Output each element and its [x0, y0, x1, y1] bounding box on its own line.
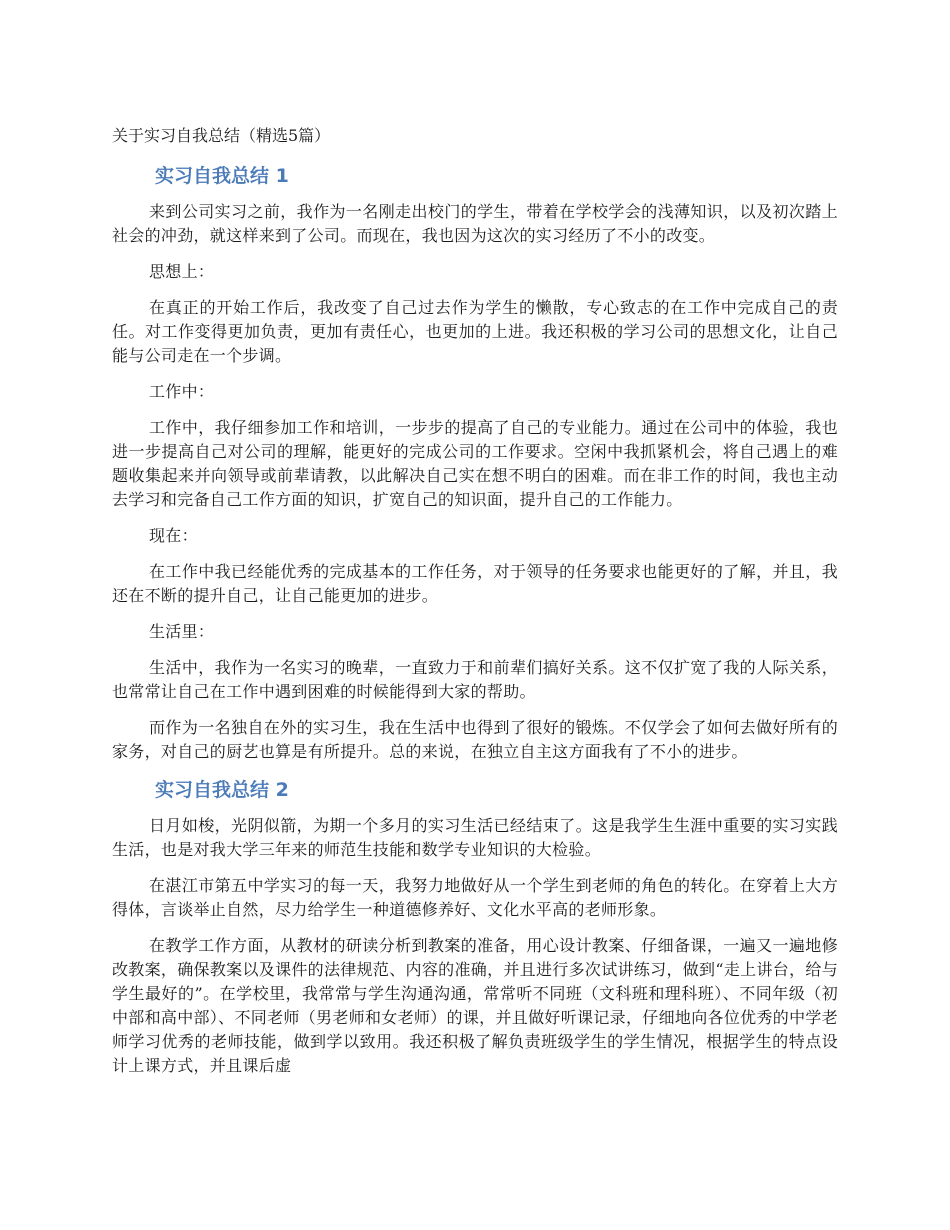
subheading: 现在：	[149, 526, 198, 545]
paragraph: 在教学工作方面，从教材的研读分析到教案的准备，用心设计教案、仔细备课，一遍又一遍地修改教案，确保教案以及课件的法律规范、内容的准确，并且进行多次试讲练习，做到“走上讲台，给与学生最好的”。在学校里，我常常与学生沟通沟通，常常听不同班（文科班和理科班）、不同年级（初中部和高中部）、不同老师（男老师和女老师）的课，并且做好听课记录，仔细地向各位优秀的中学老师学习优秀的老师技能，做到学以致用。我还积极了解负责班级学生的学生情况，根据学生的特点设计上课方式，并且课后虚	[112, 936, 838, 1075]
paragraph: 生活中，我作为一名实习的晚辈，一直致力于和前辈们搞好关系。这不仅扩宽了我的人际关系，也常常让自己在工作中遇到困难的时候能得到大家的帮助。	[112, 658, 838, 701]
paragraph: 在真正的开始工作后，我改变了自己过去作为学生的懒散，专心致志的在工作中完成自己的责任。对工作变得更加负责，更加有责任心，也更加的上进。我还积极的学习公司的思想文化，让自己能与公司走在一个步调。	[112, 298, 838, 365]
paragraph: 在工作中我已经能优秀的完成基本的工作任务，对于领导的任务要求也能更好的了解，并且，我还在不断的提升自己，让自己能更加的进步。	[112, 562, 838, 605]
subheading: 生活里：	[149, 622, 215, 641]
section-heading: 实习自我总结 1	[155, 165, 289, 187]
paragraph: 而作为一名独自在外的实习生，我在生活中也得到了很好的锻炼。不仅学会了如何去做好所有的家务，对自己的厨艺也算是有所提升。总的来说，在独立自主这方面我有了不小的进步。	[112, 718, 838, 761]
paragraph: 工作中，我仔细参加工作和培训，一步步的提高了自己的专业能力。通过在公司中的体验，我也进一步提高自己对公司的理解，能更好的完成公司的工作要求。空闲中我抓紧机会，将自己遇上的难题收集起来并向领导或前辈请教，以此解决自己实在想不明白的困难。而在非工作的时间，我也主动去学习和完备自己工作方面的知识，扩宽自己的知识面，提升自己的工作能力。	[112, 418, 838, 509]
section-2	[112, 776, 838, 1078]
section-1	[112, 162, 838, 764]
paragraph: 来到公司实习之前，我作为一名刚走出校门的学生，带着在学校学会的浅薄知识，以及初次踏上社会的冲劲，就这样来到了公司。而现在，我也因为这次的实习经历了不小的改变。	[112, 202, 838, 245]
document-title: 关于实习自我总结（精选5篇）	[112, 126, 331, 145]
subheading: 工作中：	[149, 382, 215, 401]
subheading: 思想上：	[149, 262, 215, 281]
paragraph: 在湛江市第五中学实习的每一天，我努力地做好从一个学生到老师的角色的转化。在穿着上大方得体，言谈举止自然，尽力给学生一种道德修养好、文化水平高的老师形象。	[112, 876, 838, 919]
document-content	[112, 124, 838, 1090]
section-heading: 实习自我总结 2	[155, 779, 289, 801]
paragraph: 日月如梭，光阴似箭，为期一个多月的实习生活已经结束了。这是我学生生涯中重要的实习实践生活，也是对我大学三年来的师范生技能和数学专业知识的大检验。	[112, 816, 838, 859]
